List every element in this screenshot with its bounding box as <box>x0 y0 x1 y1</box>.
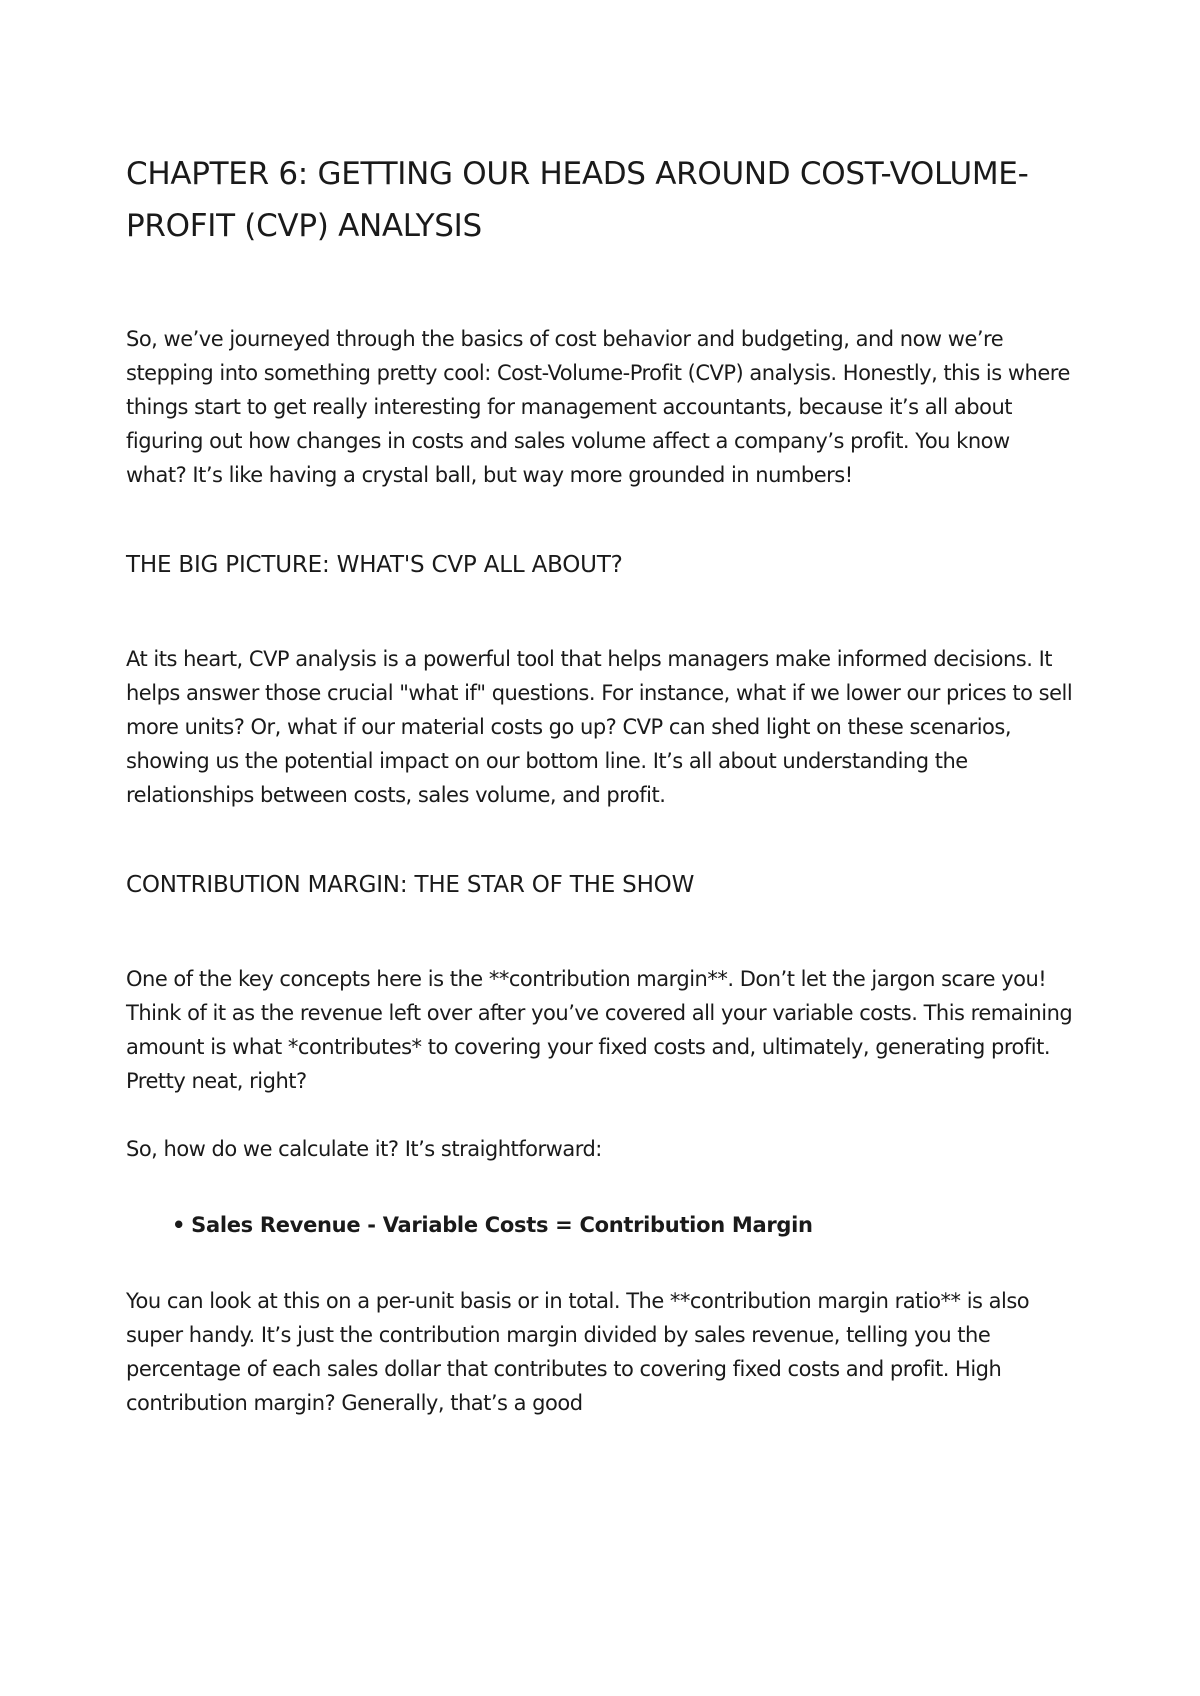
formula-list <box>126 1208 1074 1242</box>
section-heading-big-picture: THE BIG PICTURE: WHAT'S CVP ALL ABOUT? <box>126 552 623 578</box>
intro-paragraph: So, we’ve journeyed through the basics of cost behavior and budgeting, and now we’re stepping into something pretty cool: Cost-Volume-Profit (CVP) analysis. Honestly, this is where things start to get really interesting for management accountants, because it’s all about figuring out how changes in costs and sales volume affect a company’s profit. You know what? It’s like having a crystal ball, but way more grounded in numbers! <box>126 327 1070 487</box>
section-heading-contribution-margin: CONTRIBUTION MARGIN: THE STAR OF THE SHOW <box>126 872 695 898</box>
bullet-icon: • <box>172 1213 186 1237</box>
document-page <box>126 148 1074 1476</box>
ratio-paragraph: You can look at this on a per-unit basis or in total. The **contribution margin ratio** is also super handy. It’s just the contribution margin divided by sales revenue, telling you the percentage of each sales dollar that contributes to covering fixed costs and profit. High contribution margin? Generally, that’s a good <box>126 1289 1030 1415</box>
calculation-intro-paragraph: So, how do we calculate it? It’s straightforward: <box>126 1137 602 1161</box>
chapter-title: CHAPTER 6: GETTING OUR HEADS AROUND COST-VOLUME-PROFIT (CVP) ANALYSIS <box>126 156 1029 244</box>
contribution-margin-paragraph: One of the key concepts here is the **contribution margin**. Don’t let the jargon scare you! Think of it as the revenue left over after you’ve covered all your variable costs. This remaining amount is what *contributes* to covering your fixed costs and, ultimately, generating profit. Pretty neat, right? <box>126 967 1073 1093</box>
big-picture-paragraph: At its heart, CVP analysis is a powerful tool that helps managers make informed decisions. It helps answer those crucial "what if" questions. For instance, what if we lower our prices to sell more units? Or, what if our material costs go up? CVP can shed light on these scenarios, showing us the potential impact on our bottom line. It’s all about understanding the relationships between costs, sales volume, and profit. <box>126 647 1073 807</box>
list-item <box>172 1208 1074 1242</box>
formula-text: Sales Revenue - Variable Costs = Contribution Margin <box>191 1213 813 1237</box>
